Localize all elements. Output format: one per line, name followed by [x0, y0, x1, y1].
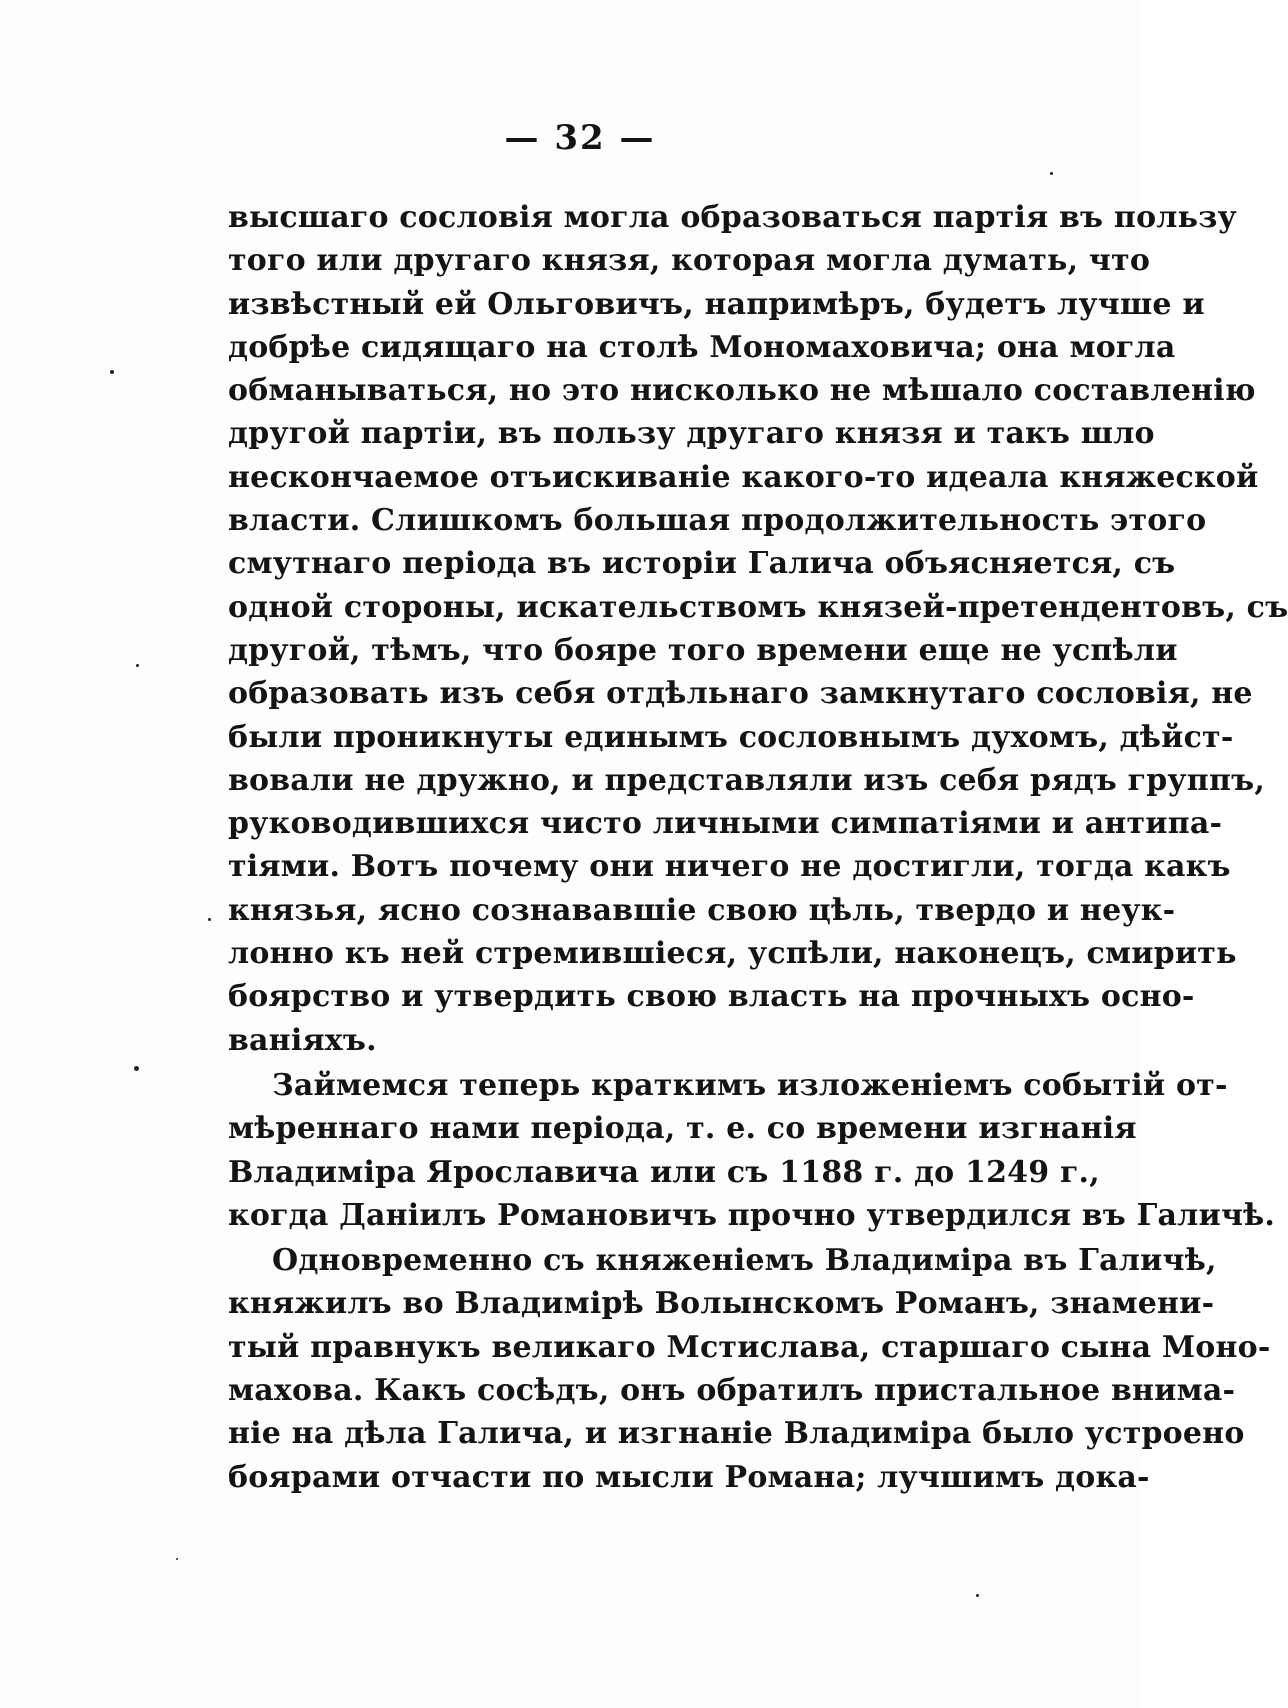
text-line: смутнаго періода въ исторіи Галича объясняется, съ	[228, 546, 1176, 582]
page-number: — 32 —	[504, 118, 656, 158]
text-line: образовать изъ себя отдѣльнаго замкнутаго сословія, не	[228, 676, 1253, 712]
text-line: тіями. Вотъ почему они ничего не достигли, тогда какъ	[228, 849, 1231, 885]
text-line: махова. Какъ сосѣдъ, онъ обратилъ пристальное внима-	[228, 1373, 1236, 1409]
paragraph	[228, 1239, 1271, 1499]
text-line: Займемся теперь краткимъ изложеніемъ событій от-	[272, 1067, 1228, 1103]
scan-speck	[208, 918, 211, 921]
text-line: княжилъ во Владимірѣ Волынскомъ Романъ, знамени-	[228, 1286, 1215, 1322]
scan-speck	[136, 664, 139, 667]
text-line: другой, тѣмъ, что бояре того времени еще не успѣли	[228, 632, 1178, 668]
text-line: нескончаемое отъискиваніе какого-то идеала княжеской	[228, 459, 1259, 495]
text-line: ніе на дѣла Галича, и изгнаніе Владиміра было устроено	[228, 1416, 1245, 1452]
scan-speck	[176, 1558, 178, 1560]
text-line: лонно къ ней стремившіеся, успѣли, наконецъ, смирить	[228, 936, 1237, 972]
scan-speck	[1050, 172, 1053, 175]
text-line: другой партіи, въ пользу другаго князя и такъ шло	[228, 416, 1155, 452]
text-line: высшаго сословія могла образоваться партія въ пользу	[228, 200, 1237, 235]
text-line: боярство и утвердить свою власть на прочныхъ осно-	[228, 979, 1195, 1015]
text-line: вовали не дружно, и представляли изъ себя рядъ группъ,	[228, 762, 1265, 798]
text-line: тый правнукъ великаго Мстислава, старшаго сына Моно-	[228, 1329, 1271, 1365]
paragraph	[228, 196, 1288, 1062]
text-line: боярами отчасти по мысли Романа; лучшимъ дока-	[228, 1459, 1150, 1495]
scan-speck	[976, 1594, 979, 1597]
text-line: Одновременно съ княженіемъ Владиміра въ Галичѣ,	[272, 1243, 1217, 1279]
text-line: одной стороны, искательствомъ князей-претендентовъ, съ	[228, 589, 1288, 625]
text-line: Владиміра Ярославича или съ 1188 г. до 1249 г.,	[228, 1154, 1100, 1190]
text-line: когда Даніилъ Романовичъ прочно утвердился въ Галичѣ.	[228, 1197, 1276, 1233]
paragraph	[228, 1064, 1276, 1237]
text-line: того или другаго князя, которая могла думать, что	[228, 243, 1151, 279]
text-line: были проникнуты единымъ сословнымъ духомъ, дѣйст-	[228, 719, 1234, 755]
text-line: руководившихся чисто личными симпатіями и антипа-	[228, 806, 1223, 842]
text-line: власти. Слишкомъ большая продолжительность этого	[228, 503, 1207, 539]
scan-speck	[110, 370, 114, 374]
text-line: извѣстный ей Ольговичъ, напримѣръ, будетъ лучше и	[228, 286, 1205, 322]
text-line: обманываться, но это нисколько не мѣшало составленію	[228, 373, 1256, 409]
text-line: ваніяхъ.	[228, 1022, 377, 1058]
text-line: князья, ясно сознававшіе свою цѣль, твердо и неук-	[228, 892, 1176, 928]
scan-speck	[134, 1066, 139, 1071]
body-text	[228, 196, 1288, 1499]
text-line: мѣреннаго нами періода, т. е. со времени изгнанія	[228, 1111, 1137, 1147]
text-line: добрѣе сидящаго на столѣ Мономаховича; она могла	[228, 329, 1176, 365]
